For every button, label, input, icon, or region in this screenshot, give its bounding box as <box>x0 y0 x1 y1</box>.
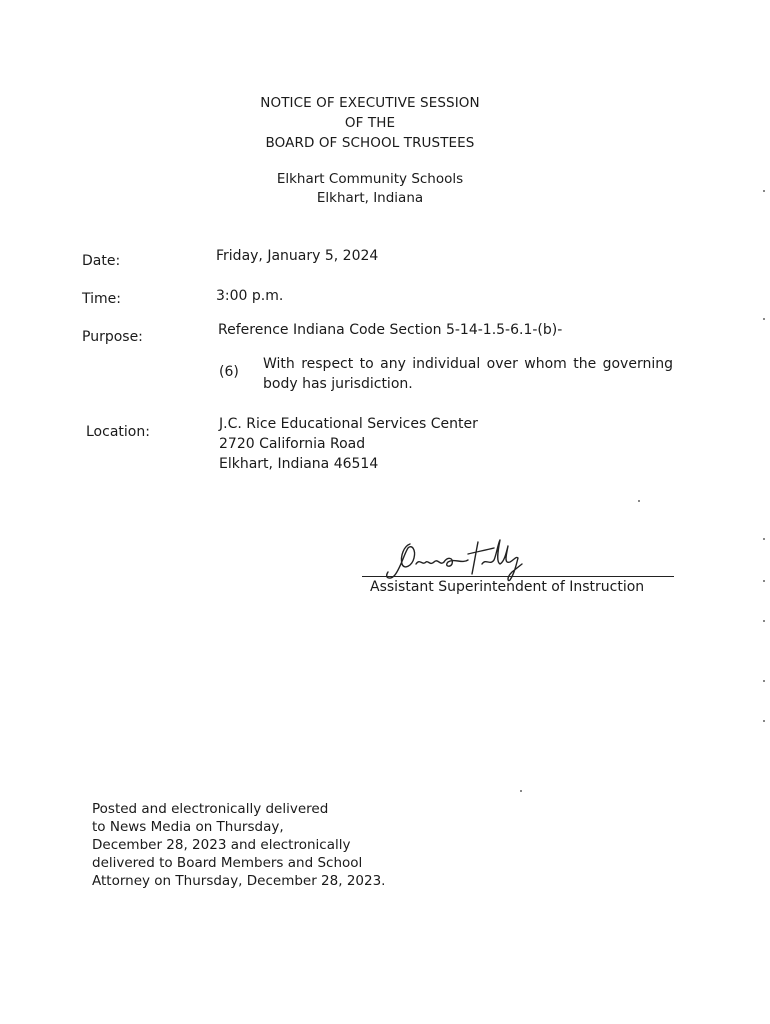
organization-name: Elkhart Community Schools <box>276 171 464 187</box>
location-line-2: 2720 California Road <box>219 436 366 452</box>
time-value: 3:00 p.m. <box>216 288 284 304</box>
purpose-item-number: (6) <box>219 364 239 380</box>
time-label: Time: <box>82 291 121 307</box>
scan-speck <box>638 500 640 502</box>
heading-line-1: NOTICE OF EXECUTIVE SESSION <box>260 95 480 111</box>
location-line-1: J.C. Rice Educational Services Center <box>219 416 478 432</box>
organization-block <box>220 170 520 208</box>
signature-block <box>362 536 677 606</box>
purpose-value: Reference Indiana Code Section 5-14-1.5-6.1-(b)- <box>218 322 563 338</box>
posting-line-3: December 28, 2023 and electronically <box>92 837 351 853</box>
location-label: Location: <box>86 424 150 440</box>
posting-line-2: to News Media on Thursday, <box>92 819 284 835</box>
date-label: Date: <box>82 253 121 269</box>
signature-line <box>362 576 674 577</box>
scan-speck <box>763 680 765 682</box>
purpose-item-text: With respect to any individual over whom the governing body has jurisdiction. <box>263 356 673 392</box>
organization-city: Elkhart, Indiana <box>316 190 424 206</box>
location-address <box>219 414 478 474</box>
heading-line-2: OF THE <box>344 115 396 131</box>
posting-notice <box>92 800 385 890</box>
scan-speck <box>763 580 765 582</box>
posting-line-1: Posted and electronically delivered <box>92 801 329 817</box>
location-line-3: Elkhart, Indiana 46514 <box>219 456 379 472</box>
scan-speck <box>763 620 765 622</box>
scan-speck <box>763 190 765 192</box>
purpose-label: Purpose: <box>82 329 143 345</box>
scan-speck <box>763 538 765 540</box>
notice-heading <box>200 93 540 153</box>
scan-speck <box>763 720 765 722</box>
signatory-title: Assistant Superintendent of Instruction <box>370 579 645 595</box>
date-value: Friday, January 5, 2024 <box>216 248 379 264</box>
posting-line-5: Attorney on Thursday, December 28, 2023. <box>92 873 386 889</box>
scan-speck <box>520 790 522 792</box>
scan-speck <box>763 318 765 320</box>
posting-line-4: delivered to Board Members and School <box>92 855 363 871</box>
heading-line-3: BOARD OF SCHOOL TRUSTEES <box>265 135 475 151</box>
